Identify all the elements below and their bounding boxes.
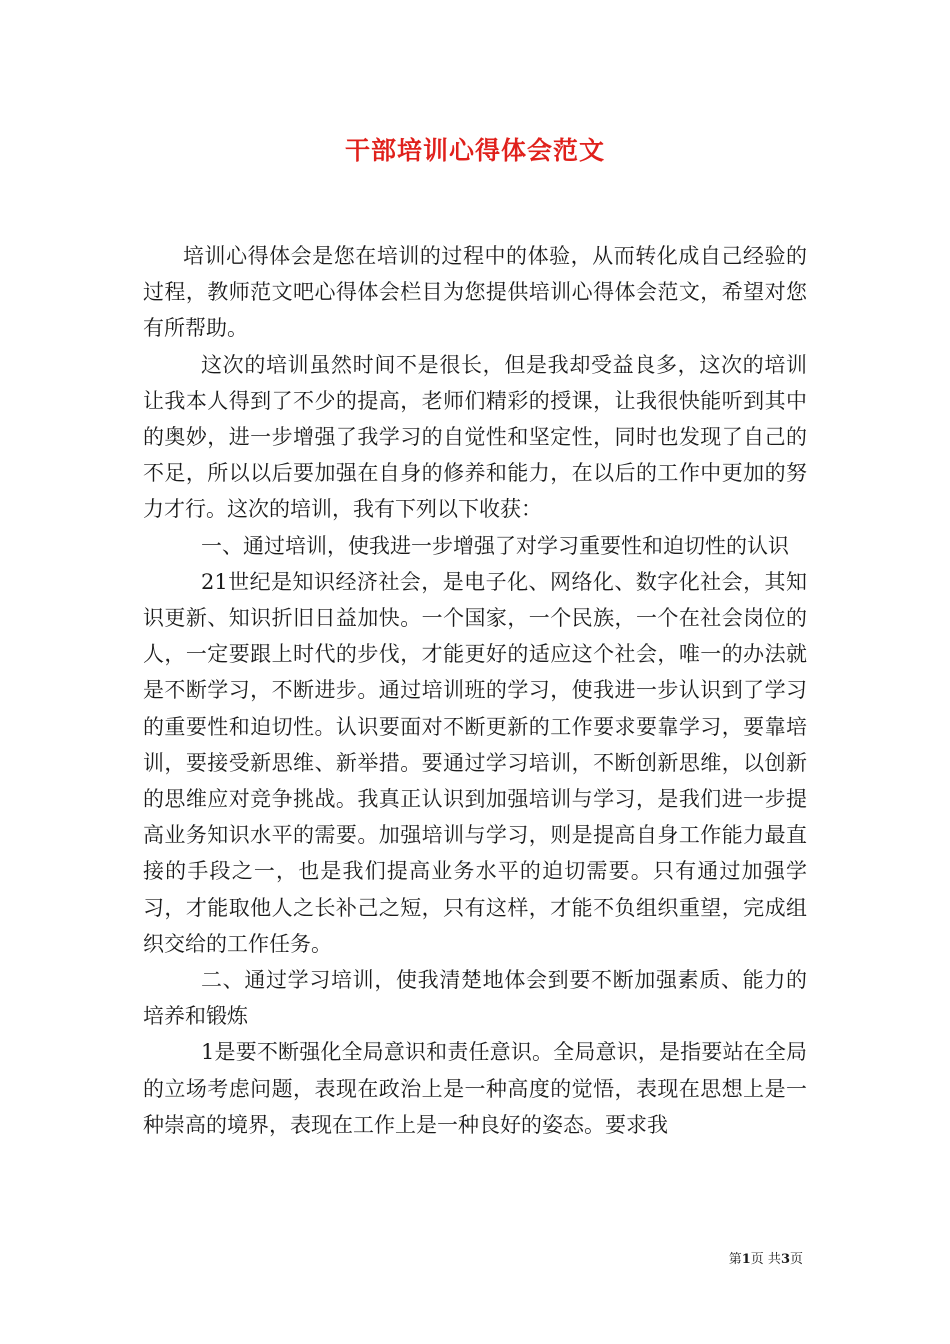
paragraph-knowledge-economy: 21世纪是知识经济社会，是电子化、网络化、数字化社会，其知识更新、知识折旧日益加快。一个国家，一个民族，一个在社会岗位的人，一定要跟上时代的步伐，才能更好的适应这个社会，唯一的办法就是不断学习，不断进步。通过培训班的学习，使我进一步认识到了学习的重要性和迫切性。认识要面对不断更新的工作要求要靠学习，要靠培训，要接受新思维、新举措。要通过学习培训，不断创新思维，以创新的思维应对竞争挑战。我真正认识到加强培训与学习，是我们进一步提高业务知识水平的需要。加强培训与学习，则是提高自身工作能力最直接的手段之一，也是我们提高业务水平的迫切需要。只有通过加强学习，才能取他人之长补己之短，只有这样，才能不负组织重望，完成组织交给的工作任务。 <box>143 569 807 956</box>
footer-prefix: 第 <box>728 1252 742 1267</box>
paragraph-training-gains: 这次的培训虽然时间不是很长，但是我却受益良多，这次的培训让我本人得到了不少的提高，老师们精彩的授课，让我很快能听到其中的奥妙，进一步增强了我学习的自觉性和坚定性，同时也发现了自己的不足，所以以后要加强在自身的修养和能力，在以后的工作中更加的努力才行。这次的培训，我有下列以下收获： <box>143 352 807 522</box>
document-body <box>143 238 807 1143</box>
total-page-number: 3 <box>780 1252 790 1267</box>
section-heading-2: 二、通过学习培训，使我清楚地体会到要不断加强素质、能力的培养和锻炼 <box>143 968 807 1029</box>
footer-middle: 页 共 <box>750 1252 781 1267</box>
current-page-number: 1 <box>741 1252 751 1267</box>
paragraph-global-awareness: 1是要不断强化全局意识和责任意识。全局意识，是指要站在全局的立场考虑问题，表现在政治上是一种高度的觉悟，表现在思想上是一种崇高的境界，表现在工作上是一种良好的姿态。要求我 <box>143 1040 807 1137</box>
footer-suffix: 页 <box>789 1252 803 1267</box>
page-number-footer <box>729 1248 803 1267</box>
document-title: 干部培训心得体会范文 <box>344 136 605 165</box>
paragraph-intro: 培训心得体会是您在培训的过程中的体验，从而转化成自己经验的过程，教师范文吧心得体会栏目为您提供培训心得体会范文，希望对您有所帮助。 <box>143 244 807 341</box>
section-heading-1: 一、通过培训，使我进一步增强了对学习重要性和迫切性的认识 <box>201 533 789 558</box>
